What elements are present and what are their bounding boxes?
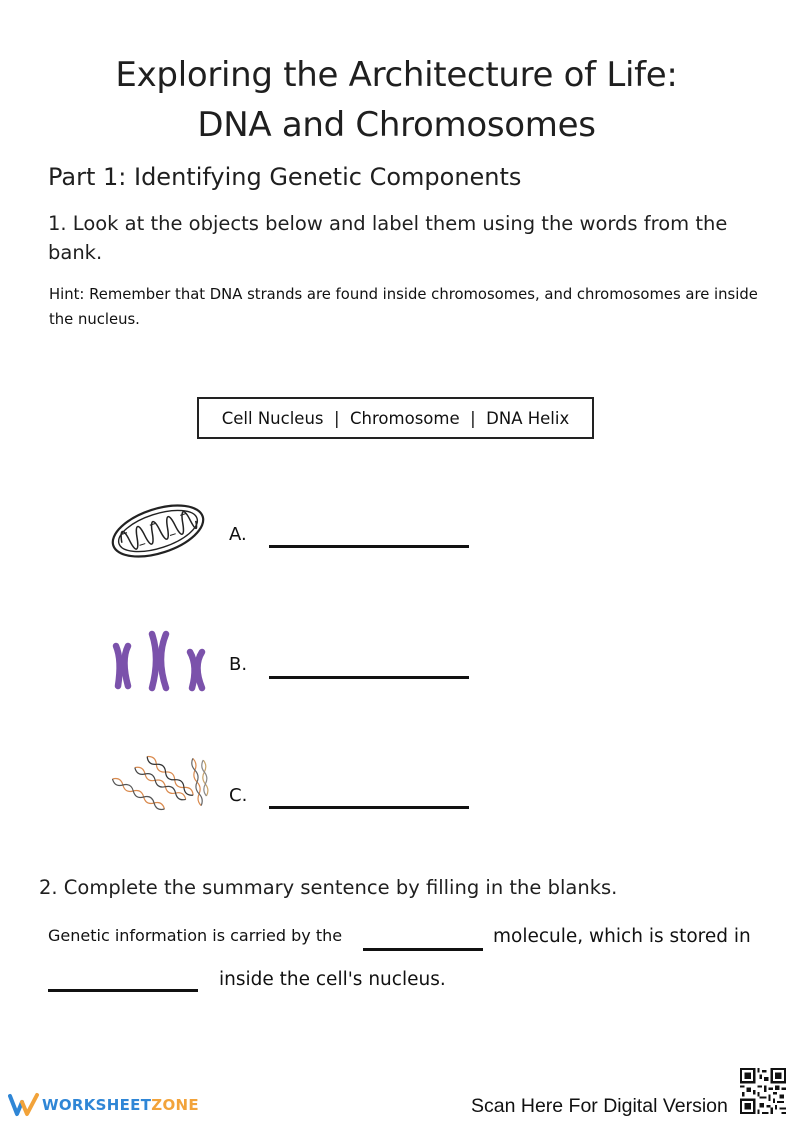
item-c-label: C.	[229, 785, 248, 806]
item-a-label: A.	[229, 524, 247, 545]
brand-name	[42, 1096, 199, 1114]
worksheet-zone-logo-icon	[8, 1092, 40, 1118]
question1-line-1: 1. Look at the objects below and label them using the words from the	[48, 212, 728, 235]
summary-blank-1[interactable]	[363, 948, 483, 951]
hint-text: Hint: Remember that DNA strands are found inside chromosomes, and chromosomes are inside the nucleus.	[49, 286, 758, 328]
page-title-line-2: DNA and Chromosomes	[197, 105, 596, 145]
item-b-label: B.	[229, 654, 248, 675]
item-c-answer-blank[interactable]	[269, 806, 469, 809]
summary-sentence-part-3: inside the cell's nucleus.	[219, 969, 446, 990]
qr-code-icon[interactable]	[740, 1068, 786, 1114]
question1-line-2: bank.	[48, 241, 103, 264]
summary-blank-2[interactable]	[48, 989, 198, 992]
question2-heading: 2. Complete the summary sentence by filling in the blanks.	[39, 876, 618, 899]
summary-sentence-part-2: molecule, which is stored in	[493, 926, 751, 947]
item-b-answer-blank[interactable]	[269, 676, 469, 679]
mitochondrion-icon	[108, 495, 208, 567]
scan-text: Scan Here For Digital Version	[471, 1095, 728, 1117]
chromosomes-icon	[108, 630, 208, 692]
brand-word-worksheet: WORKSHEET	[42, 1096, 152, 1114]
item-a-answer-blank[interactable]	[269, 545, 469, 548]
page-title-line-1: Exploring the Architecture of Life:	[115, 55, 678, 95]
part1-heading: Part 1: Identifying Genetic Components	[48, 163, 522, 191]
word-bank: Cell Nucleus | Chromosome | DNA Helix	[197, 397, 594, 439]
brand-word-zone: ZONE	[151, 1096, 199, 1114]
dna-helix-icon	[105, 752, 213, 826]
summary-sentence-part-1: Genetic information is carried by the	[48, 926, 343, 945]
